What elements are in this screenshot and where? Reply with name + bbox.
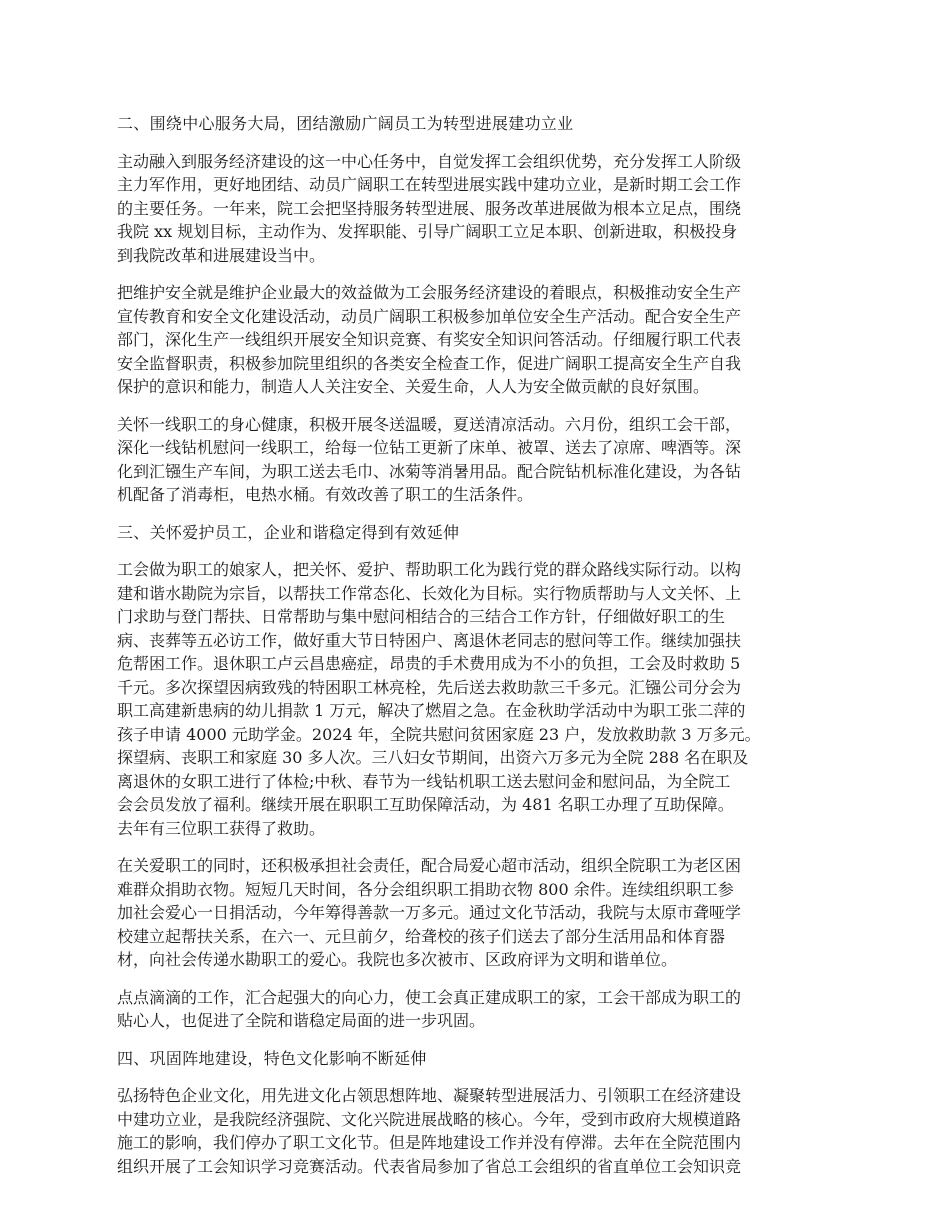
- paragraph-line: 贴心人，也促进了全院和谐稳定局面的进一步巩固。: [117, 1011, 486, 1030]
- paragraph-line: 工会做为职工的娘家人，把关怀、爱护、帮助职工化为践行党的群众路线实际行动。以构: [117, 560, 742, 579]
- paragraph-line: 主力军作用，更好地团结、动员广阔职工在转型进展实践中建功立业，是新时期工会工作: [117, 175, 742, 194]
- paragraph-line: 离退休的女职工进行了体检;中秋、春节为一线钻机职工送去慰问金和慰问品，为全院工: [117, 771, 731, 791]
- paragraph-line: 机配备了消毒柜，电热水桶。有效改善了职工的生活条件。: [117, 485, 534, 504]
- paragraph: [117, 413, 841, 507]
- paragraph-line: 关怀一线职工的身心健康，积极开展冬送温暖，夏送清凉活动。六月份，组织工会干部，: [117, 414, 742, 434]
- paragraph-line: 去年有三位职工获得了救助。: [117, 818, 326, 838]
- paragraph-line: 危帮困工作。退休职工卢云昌患癌症，昂贵的手术费用成为不小的负担，工会及时救助 5: [117, 654, 741, 673]
- paragraph-line: 会会员发放了福利。继续开展在职职工互助保障活动，为 481 名职工办理了互助保障。: [117, 795, 734, 814]
- paragraph-line: 难群众捐助衣物。短短几天时间，各分会组织职工捐助衣物 800 余件。连续组织职工参: [117, 879, 734, 899]
- paragraph-line: 职工高建新患病的幼儿捐款 1 万元，解决了燃眉之急。在金秋助学活动中为职工张二萍的: [117, 701, 746, 720]
- paragraph-line: 安全监督职责，积极参加院里组织的各类安全检查工作，促进广阔职工提高安全生产自我: [117, 353, 742, 373]
- paragraph-line: 部门，深化生产一线组织开展安全知识竞赛、有奖安全知识问答活动。仔细履行职工代表: [117, 330, 742, 349]
- paragraph-line: 施工的影响，我们停办了职工文化节。但是阵地建设工作并没有停滞。去年在全院范围内: [117, 1133, 742, 1152]
- paragraph-line: 千元。多次探望因病致残的特困职工林亮栓，先后送去救助款三千多元。汇镪公司分会为: [117, 677, 742, 697]
- paragraph-line: 把维护安全就是维护企业最大的效益做为工会服务经济建设的着眼点，积极推动安全生产: [117, 283, 742, 302]
- paragraph: [117, 986, 841, 1033]
- paragraph: [117, 150, 841, 268]
- paragraph-line: 的主要任务。一年来，院工会把坚持服务转型进展、服务改革进展做为根本立足点，围绕: [117, 198, 742, 218]
- section-heading: 二、围绕中心服务大局，团结激励广阔员工为转型进展建功立业: [117, 114, 574, 133]
- paragraph: [117, 854, 841, 972]
- section-heading: 三、关怀爱护员工，企业和谐稳定得到有效延伸: [117, 522, 460, 542]
- paragraph: [117, 281, 841, 399]
- paragraph-line: 中建功立业，是我院经济强院、文化兴院进展战略的核心。今年，受到市政府大规模道路: [117, 1109, 742, 1129]
- paragraph-line: 保护的意识和能力，制造人人关注安全、关爱生命，人人为安全做贡献的良好氛围。: [117, 377, 710, 396]
- section-heading: 四、巩固阵地建设，特色文化影响不断延伸: [117, 1048, 427, 1068]
- paragraph-line: 主动融入到服务经济建设的这一中心任务中，自觉发挥工会组织优势，充分发挥工人阶级: [117, 151, 742, 171]
- paragraph-line: 我院 xx 规划目标，主动作为、发挥职能、引导广阔职工立足本职、创新进取，积极投身: [117, 222, 738, 241]
- paragraph-line: 病、丧葬等五必访工作，做好重大节日特困户、离退休老同志的慰问等工作。继续加强扶: [117, 630, 742, 650]
- paragraph-line: 材，向社会传递水勘职工的爱心。我院也多次被市、区政府评为文明和谐单位。: [117, 950, 678, 969]
- paragraph-line: 探望病、丧职工和家庭 30 多人次。三八妇女节期间，出资六万多元为全院 288 名在职及: [117, 748, 749, 767]
- paragraph-line: 加社会爱心一日捐活动，今年筹得善款一万多元。通过文化节活动，我院与太原市聋哑学: [117, 903, 742, 922]
- paragraph-line: 门求助与登门帮扶、日常帮助与集中慰问相结合的三结合工作方针，仔细做好职工的生: [117, 607, 726, 626]
- paragraph-line: 弘扬特色企业文化，用先进文化占领思想阵地、凝聚转型进展活力、引领职工在经济建设: [117, 1086, 742, 1105]
- paragraph-line: 宣传教育和安全文化建设活动，动员广阔职工积极参加单位安全生产活动。配合安全生产: [117, 306, 742, 326]
- document-body: [117, 112, 841, 1192]
- paragraph-line: 在关爱职工的同时，还积极承担社会责任，配合局爱心超市活动，组织全院职工为老区困: [117, 856, 742, 875]
- paragraph-line: 孩子申请 4000 元助学金。2024 年，全院共慰问贫困家庭 23 户，发放救助款 3 万多元。: [117, 724, 761, 744]
- paragraph-line: 点点滴滴的工作，汇合起强大的向心力，使工会真正建成职工的家，工会干部成为职工的: [117, 987, 742, 1007]
- paragraph-line: 校建立起帮扶关系，在六一、元旦前夕，给聋校的孩子们送去了部分生活用品和体育器: [117, 926, 726, 946]
- paragraph-line: 建和谐水勘院为宗旨，以帮扶工作常态化、长效化为目标。实行物质帮助与人文关怀、上: [117, 583, 742, 603]
- paragraph-line: 深化一线钻机慰问一线职工，给每一位钻工更新了床单、被罩、送去了凉席、啤酒等。深: [117, 438, 742, 457]
- paragraph-line: 到我院改革和进展建设当中。: [117, 245, 326, 265]
- paragraph: [117, 1084, 841, 1178]
- paragraph: [117, 558, 841, 840]
- paragraph-line: 组织开展了工会知识学习竞赛活动。代表省局参加了省总工会组织的省直单位工会知识竞: [117, 1156, 742, 1176]
- paragraph-line: 化到汇镪生产车间，为职工送去毛巾、冰菊等消暑用品。配合院钻机标准化建设，为各钻: [117, 461, 742, 481]
